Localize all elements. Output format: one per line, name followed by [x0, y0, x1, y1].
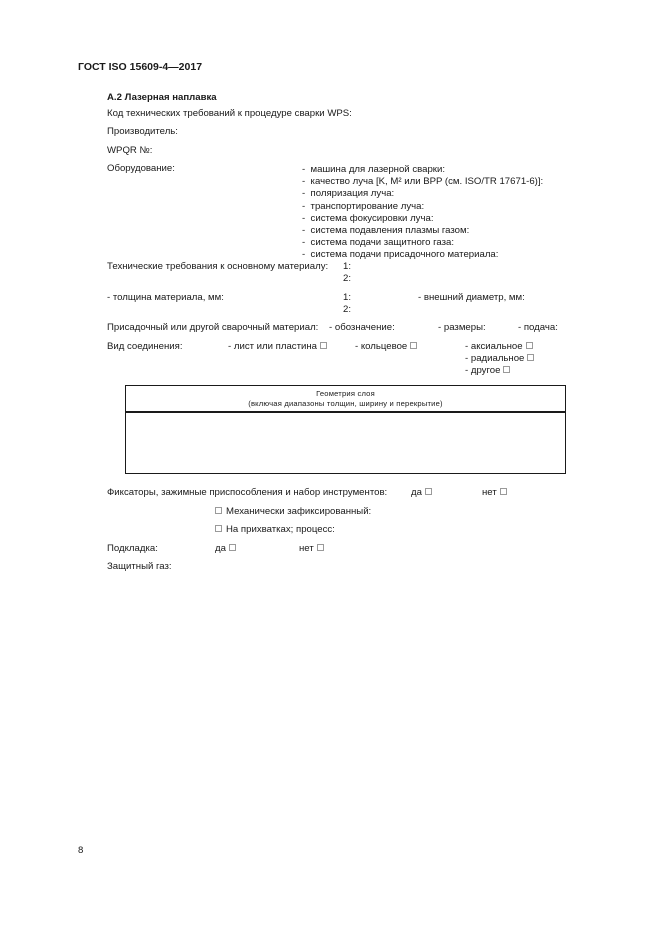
joint-other-option[interactable]: - другое	[465, 365, 534, 377]
equipment-item: - качество луча [K, M² или BPP (см. ISO/TR 17671-6)]:	[302, 176, 544, 188]
backing-no-checkbox[interactable]	[317, 544, 324, 551]
base-material-label: Технические требования к основному материалу:	[107, 261, 329, 272]
equipment-item: - система подавления плазмы газом:	[302, 225, 470, 237]
thickness-2: 2:	[343, 304, 352, 315]
backing-yes-checkbox[interactable]	[229, 544, 236, 551]
layer-geometry-content[interactable]	[126, 413, 565, 471]
backing-label: Подкладка:	[107, 543, 158, 554]
filler-feed: - подача:	[518, 322, 558, 333]
wps-code-label: Код технических требований к процедуре сварки WPS:	[107, 108, 352, 119]
sheet-checkbox[interactable]	[320, 342, 327, 349]
base-material-1: 1:	[343, 261, 352, 272]
backing-no-option[interactable]: нет	[299, 543, 324, 554]
joint-ring-option[interactable]: - кольцевое	[355, 341, 417, 352]
fixtures-yes-option[interactable]: да	[411, 487, 432, 498]
manufacturer-label: Производитель:	[107, 126, 178, 137]
tack-checkbox[interactable]	[215, 525, 222, 532]
equipment-item: - система подачи защитного газа:	[302, 237, 455, 249]
layer-geometry-title: Геометрия слоя	[316, 389, 375, 398]
wpqr-label: WPQR №:	[107, 145, 153, 156]
equipment-item: - транспортирование луча:	[302, 200, 425, 212]
fixtures-no-checkbox[interactable]	[500, 488, 507, 495]
mechanical-checkbox[interactable]	[215, 507, 222, 514]
base-material-2: 2:	[343, 273, 352, 284]
equipment-item: - машина для лазерной сварки:	[302, 164, 446, 175]
equipment-item: - поляризация луча:	[302, 188, 395, 200]
joint-label: Вид соединения:	[107, 341, 183, 352]
ring-checkbox[interactable]	[410, 342, 417, 349]
equipment-list	[302, 164, 543, 262]
joint-extra-options	[465, 341, 534, 378]
fixtures-yes-checkbox[interactable]	[425, 488, 432, 495]
layer-geometry-subtitle: (включая диапазоны толщин, ширину и перекрытие)	[248, 399, 443, 408]
shielding-gas-label: Защитный газ:	[107, 561, 172, 572]
other-checkbox[interactable]	[503, 366, 510, 373]
filler-label: Присадочный или другой сварочный материал:	[107, 322, 319, 333]
fixtures-label: Фиксаторы, зажимные приспособления и набор инструментов:	[107, 487, 388, 498]
joint-axial-option[interactable]: - аксиальное	[465, 341, 534, 353]
thickness-label: - толщина материала, мм:	[107, 292, 224, 303]
section-title: А.2 Лазерная наплавка	[107, 92, 217, 103]
outer-diameter-label: - внешний диаметр, мм:	[418, 292, 525, 303]
layer-geometry-box	[125, 385, 566, 474]
backing-yes-option[interactable]: да	[215, 543, 236, 554]
mechanical-option[interactable]: Механически зафиксированный:	[215, 506, 371, 517]
filler-designation: - обозначение:	[329, 322, 395, 333]
layer-geometry-header	[126, 386, 565, 413]
radial-checkbox[interactable]	[527, 354, 534, 361]
thickness-1: 1:	[343, 292, 352, 303]
standard-header: ГОСТ ISO 15609-4—2017	[78, 61, 203, 73]
joint-sheet-option[interactable]: - лист или пластина	[228, 341, 327, 352]
equipment-item: - система подачи присадочного материала:	[302, 249, 499, 261]
fixtures-no-option[interactable]: нет	[482, 487, 507, 498]
tack-option[interactable]: На прихватках; процесс:	[215, 524, 335, 535]
axial-checkbox[interactable]	[526, 342, 533, 349]
page-number: 8	[78, 845, 84, 856]
joint-radial-option[interactable]: - радиальное	[465, 353, 534, 365]
filler-sizes: - размеры:	[438, 322, 486, 333]
equipment-label: Оборудование:	[107, 163, 175, 174]
equipment-item: - система фокусировки луча:	[302, 212, 434, 224]
